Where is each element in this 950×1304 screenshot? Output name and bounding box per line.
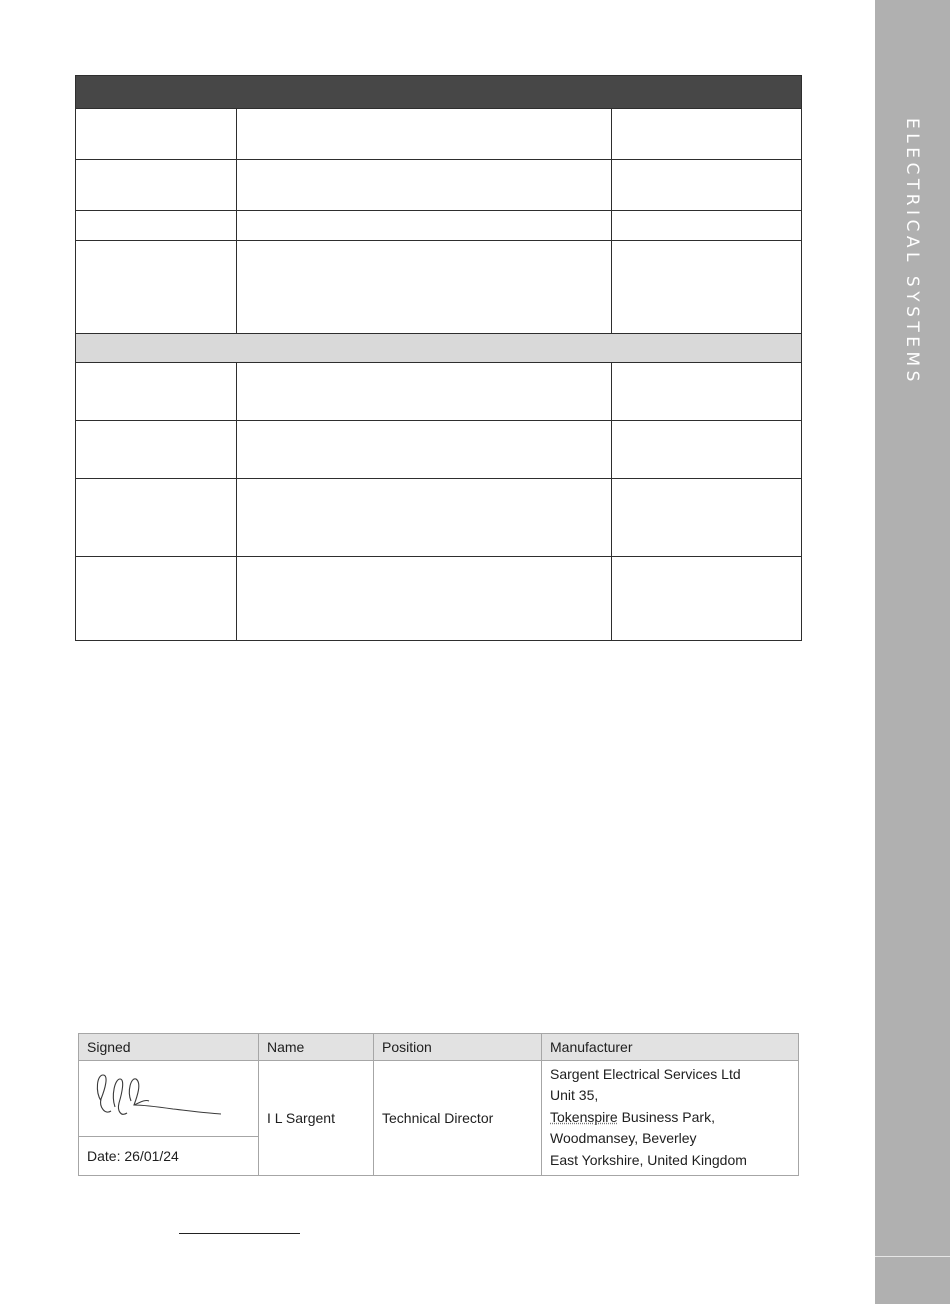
table-row: [76, 160, 802, 211]
signed-header: Signed: [79, 1034, 259, 1061]
name-header: Name: [259, 1034, 374, 1061]
address-line: East Yorkshire, United Kingdom: [550, 1151, 747, 1168]
address-word: Tokenspire: [550, 1108, 618, 1125]
table-row: [76, 363, 802, 421]
position-header: Position: [374, 1034, 542, 1061]
footnote-rule: [179, 1233, 300, 1234]
table-row: [76, 557, 802, 641]
signature-image: [87, 1061, 251, 1133]
table-row: [76, 479, 802, 557]
table-row: [76, 211, 802, 241]
address-line: Woodmansey, Beverley: [550, 1130, 697, 1147]
specification-table: [75, 75, 802, 641]
signatory-position: Technical Director: [374, 1061, 542, 1176]
signature-date: Date: 26/01/24: [79, 1137, 259, 1176]
table-row: [76, 241, 802, 334]
address-line: [550, 1107, 790, 1129]
table-section-row: [76, 334, 802, 363]
signature-table: [78, 1033, 799, 1176]
address-text: Business Park,: [617, 1108, 715, 1125]
signatory-name: I L Sargent: [259, 1061, 374, 1176]
signature-cell: [79, 1061, 259, 1137]
side-tab-title: ELECTRICAL SYSTEMS: [902, 118, 922, 386]
table-header-row: [76, 76, 802, 109]
manufacturer-address: [542, 1061, 799, 1176]
address-line: Unit 35,: [550, 1087, 599, 1104]
table-row: [76, 109, 802, 160]
address-line: Sargent Electrical Services Ltd: [550, 1065, 741, 1082]
manufacturer-header: Manufacturer: [542, 1034, 799, 1061]
side-tab-divider: [875, 1256, 950, 1257]
table-row: [76, 421, 802, 479]
